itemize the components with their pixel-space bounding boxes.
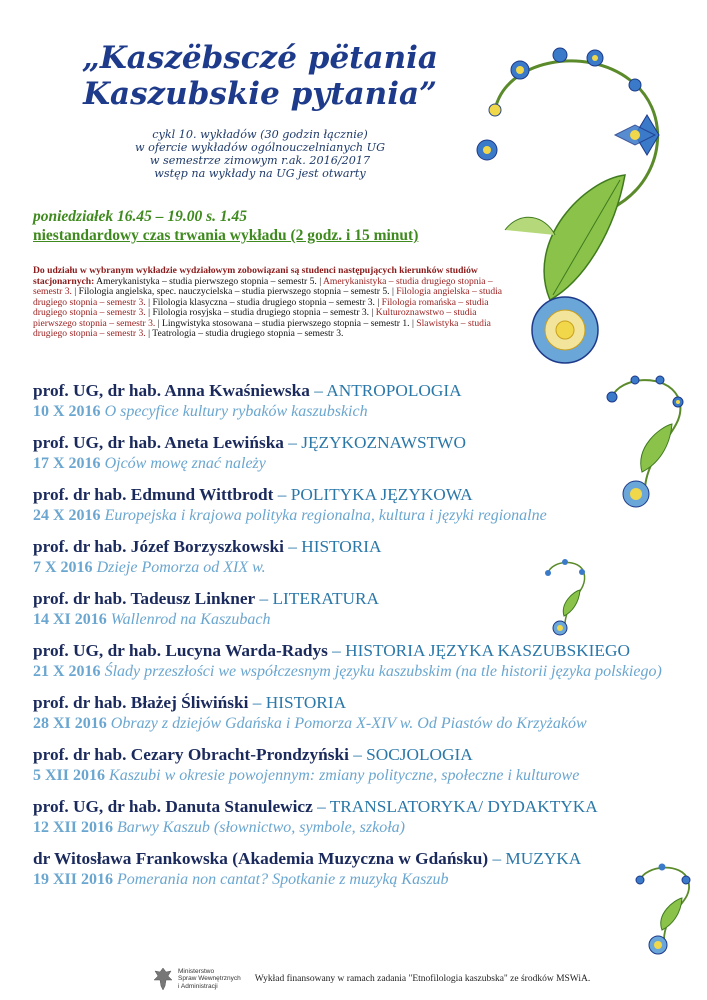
requirement-item: Filologia klasyczna – studia drugiego stopnia – semestr 3.	[152, 296, 375, 308]
medium-floral-question-mark-illustration	[600, 372, 690, 512]
subtitle-line: wstęp na wykłady na UG jest otwarty	[154, 167, 366, 180]
lecturer-name: prof. UG, dr hab. Lucyna Warda-Radys	[33, 641, 328, 660]
lecture-field: – POLITYKA JĘZYKOWA	[277, 485, 473, 504]
requirements-separator: |	[369, 307, 376, 318]
enrollment-requirements	[33, 266, 503, 340]
lecture-series-info	[80, 128, 440, 180]
lecture-heading	[33, 744, 673, 765]
lecture-heading	[33, 640, 673, 661]
lecturer-name: prof. UG, dr hab. Danuta Stanulewicz	[33, 797, 313, 816]
lecture-entry	[33, 484, 673, 526]
requirement-item: Filologia romańska – studia drugiego stopnia – semestr 3.	[33, 296, 489, 318]
lecture-topic: Barwy Kaszub (słownictwo, symbole, szkoła)	[117, 819, 406, 836]
lecture-entry	[33, 692, 673, 734]
lecture-topic: Kaszubi w okresie powojennym: zmiany polityczne, społeczne i kulturowe	[109, 767, 580, 784]
requirements-separator: |	[155, 317, 163, 329]
lecture-entry	[33, 640, 673, 682]
lecture-detail	[33, 817, 673, 838]
subtitle-line: w semestrze zimowym r.ak. 2016/2017	[149, 154, 371, 167]
lecture-detail	[33, 713, 673, 734]
lecture-heading	[33, 380, 673, 401]
ministry-line: i Administracji	[178, 982, 218, 990]
lecture-field: – SOCJOLOGIA	[353, 745, 473, 764]
lecture-field: – HISTORIA JĘZYKA KASZUBSKIEGO	[332, 641, 630, 660]
requirement-item: Filologia rosyjska – studia drugiego stopnia – semestr 3.	[152, 307, 370, 318]
lecture-entry	[33, 380, 673, 422]
lecturer-name: dr Witosława Frankowska (Akademia Muzyczna w Gdańsku)	[33, 849, 489, 868]
lecture-heading	[33, 432, 673, 453]
lecture-date: 24 X 2016	[33, 507, 101, 524]
subtitle-line: w ofercie wykładów ogólnouczelnianych UG	[134, 141, 386, 154]
lecture-date: 5 XII 2016	[33, 767, 106, 784]
lecture-detail	[33, 765, 673, 786]
lecture-date: 17 X 2016	[33, 455, 101, 472]
requirements-separator: |	[409, 317, 417, 329]
schedule-time-room: poniedziałek 16.45 – 19.00 s. 1.45	[33, 208, 247, 225]
lecture-field: – JĘZYKOZNAWSTWO	[288, 433, 466, 452]
requirements-separator: |	[316, 275, 323, 287]
requirements-separator: |	[145, 296, 153, 308]
lecture-field: – MUZYKA	[492, 849, 582, 868]
lecture-topic: Wallenrod na Kaszubach	[110, 611, 271, 628]
lecturer-name: prof. UG, dr hab. Aneta Lewińska	[33, 433, 284, 452]
lecture-topic: Obrazy z dziejów Gdańska i Pomorza X-XIV w. Od Piastów do Krzyżaków	[110, 715, 587, 732]
requirements-separator: |	[145, 328, 153, 339]
requirement-item: Amerykanistyka – studia drugiego stopnia – semestr 3.	[33, 275, 493, 297]
schedule-info	[33, 207, 418, 245]
ministry-line: Ministerstwo	[178, 967, 215, 975]
large-floral-question-mark-illustration	[465, 40, 690, 370]
lecture-topic: Ślady przeszłości we współczesnym języku kaszubskim (na tle historii języka polskiego)	[104, 663, 662, 680]
requirements-separator: |	[71, 286, 79, 297]
lecture-detail	[33, 401, 673, 422]
subtitle-line: cykl 10. wykładów (30 godzin łącznie)	[152, 128, 368, 141]
lecture-date: 19 XII 2016	[33, 871, 114, 888]
requirement-item: Amerykanistyka – studia pierwszego stopnia – semestr 5.	[96, 275, 317, 287]
ministry-line: Spraw Wewnętrznych	[178, 975, 241, 983]
requirement-item: Teatrologia – studia drugiego stopnia – semestr 3.	[152, 328, 344, 339]
footer	[152, 964, 672, 994]
lecture-heading	[33, 796, 673, 817]
lecture-date: 14 XI 2016	[33, 611, 107, 628]
lecture-date: 7 X 2016	[33, 559, 93, 576]
requirement-item: Filologia angielska, spec. nauczycielska – studia pierwszego stopnia – semestr 5.	[78, 286, 390, 297]
lecture-field: – TRANSLATORYKA/ DYDAKTYKA	[317, 797, 598, 816]
funding-note: Wykład finansowany w ramach zadania "Etnofilologia kaszubska" ze środków MSWiA.	[254, 974, 591, 984]
lecture-detail	[33, 505, 673, 526]
small-floral-question-mark-illustration	[540, 558, 590, 638]
title-line-polish: Kaszubskie pytania”	[83, 76, 437, 112]
lecture-detail	[33, 453, 673, 474]
requirements-separator: |	[389, 286, 397, 297]
lecturer-name: prof. dr hab. Edmund Wittbrodt	[33, 485, 274, 504]
requirements-intro: Do udziału w wybranym wykładzie wydziałowym zobowiązani są studenci następujących kierunków studiów stacjonarnych:	[33, 265, 478, 287]
lecturer-name: prof. dr hab. Józef Borzyszkowski	[33, 537, 284, 556]
lecture-heading	[33, 536, 673, 557]
lecture-detail	[33, 869, 673, 890]
lecture-detail	[33, 661, 673, 682]
lecture-entry	[33, 848, 673, 890]
requirements-separator: |	[145, 307, 153, 318]
bottom-floral-question-mark-illustration	[632, 862, 697, 957]
lecture-date: 10 X 2016	[33, 403, 101, 420]
lecture-date: 28 XI 2016	[33, 715, 107, 732]
lecture-topic: Dzieje Pomorza od XIX w.	[96, 559, 266, 576]
requirement-item: Filologia angielska – studia drugiego stopnia – semestr 3.	[33, 286, 503, 308]
title-line-kashubian: „Kaszëbsczé pëtania	[82, 40, 438, 76]
lecture-field: – LITERATURA	[259, 589, 380, 608]
requirements-separator: |	[374, 296, 382, 308]
lecture-topic: Pomerania non cantat? Spotkanie z muzyką Kaszub	[117, 871, 449, 888]
lecture-field: – HISTORIA	[252, 693, 347, 712]
lecture-list	[33, 380, 673, 900]
schedule-duration-note: niestandardowy czas trwania wykładu (2 godz. i 15 minut)	[33, 227, 419, 244]
lecture-heading	[33, 692, 673, 713]
poster-title	[60, 40, 460, 112]
requirement-item: Lingwistyka stosowana – studia pierwszego stopnia – semestr 1.	[162, 317, 410, 329]
lecture-topic: Europejska i krajowa polityka regionalna, kultura i języki regionalne	[104, 507, 547, 524]
lecture-entry	[33, 796, 673, 838]
lecture-field: – ANTROPOLOGIA	[314, 381, 462, 400]
lecture-heading	[33, 484, 673, 505]
lecture-topic: Ojców mowę znać należy	[104, 455, 266, 472]
requirement-item: Slawistyka – studia drugiego stopnia – semestr 3.	[33, 317, 491, 339]
lecturer-name: prof. dr hab. Tadeusz Linkner	[33, 589, 256, 608]
lecture-date: 21 X 2016	[33, 663, 101, 680]
lecturer-name: prof. UG, dr hab. Anna Kwaśniewska	[33, 381, 310, 400]
lecture-topic: O specyfice kultury rybaków kaszubskich	[104, 403, 368, 420]
lecture-date: 12 XII 2016	[33, 819, 114, 836]
requirement-item: Kulturoznawstwo – studia pierwszego stopnia – semestr 3.	[33, 307, 477, 329]
eagle-emblem-icon	[152, 966, 174, 992]
lecture-entry	[33, 432, 673, 474]
lecture-heading	[33, 848, 673, 869]
lecturer-name: prof. dr hab. Cezary Obracht-Prondzyński	[33, 745, 349, 764]
ministry-logo-text	[178, 968, 241, 991]
lecture-entry	[33, 744, 673, 786]
lecturer-name: prof. dr hab. Błażej Śliwiński	[33, 693, 249, 712]
lecture-field: – HISTORIA	[288, 537, 382, 556]
